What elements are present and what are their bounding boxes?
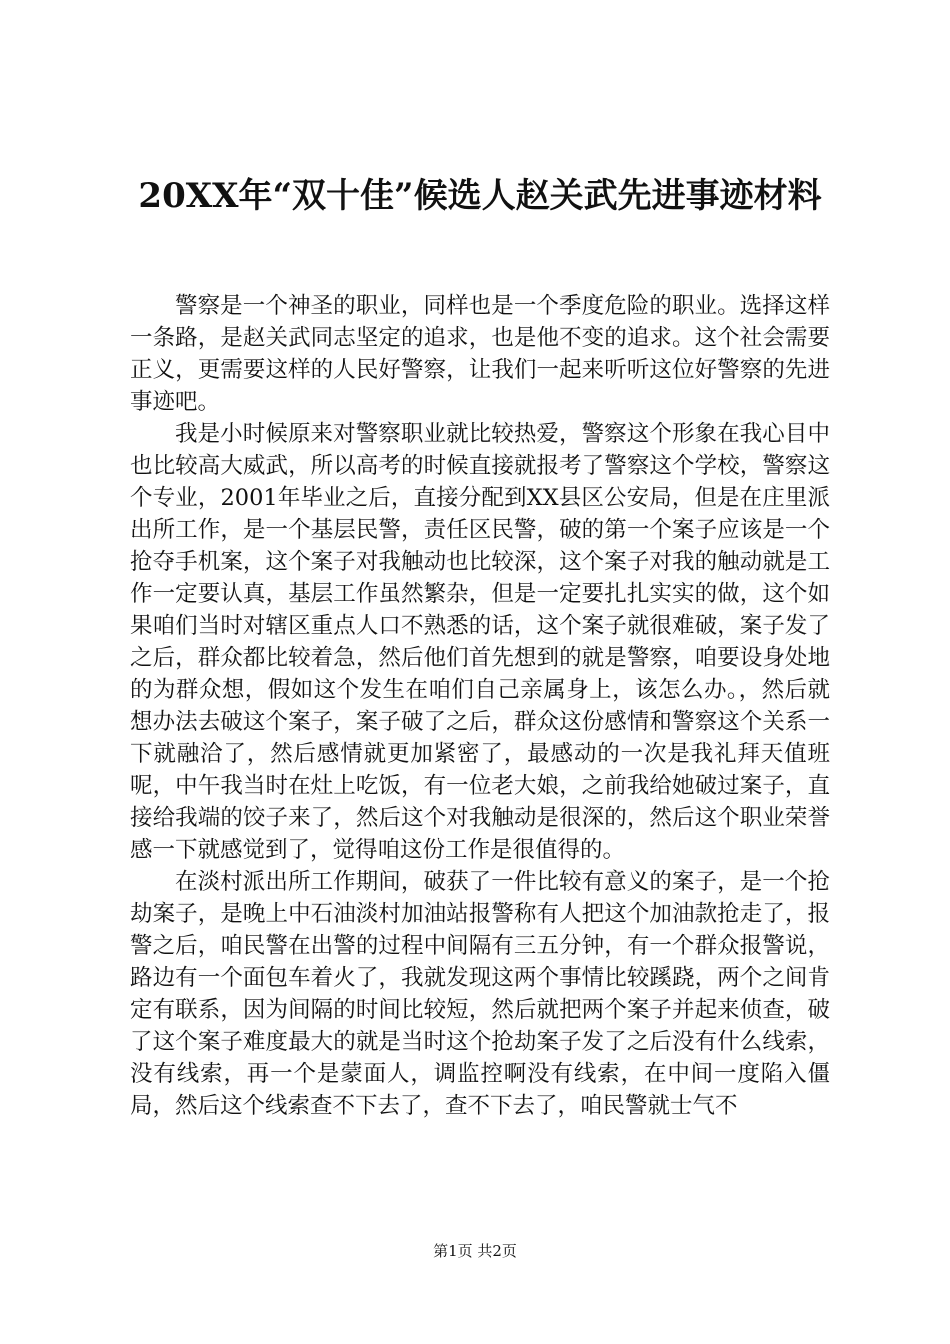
paragraph-1: 警察是一个神圣的职业，同样也是一个季度危险的职业。选择这样一条路，是赵关武同志坚定的追求，也是他不变的追求。这个社会需要正义，更需要这样的人民好警察，让我们一起来听听这位好警察的先进事迹吧。 [130, 293, 830, 415]
paragraph-3: 在淡村派出所工作期间，破获了一件比较有意义的案子，是一个抢劫案子，是晚上中石油淡村加油站报警称有人把这个加油款抢走了，报警之后，咱民警在出警的过程中间隔有三五分钟，有一个群众报警说，路边有一个面包车着火了，我就发现这两个事情比较蹊跷，两个之间肯定有联系，因为间隔的时间比较短，然后就把两个案子并起来侦查，破了这个案子难度最大的就是当时这个抢劫案子发了之后没有什么线索，没有线索，再一个是蒙面人，调监控啊没有线索，在中间一度陷入僵局，然后这个线索查不下去了，查不下去了，咱民警就士气不 [130, 869, 830, 1119]
page-number-footer: 第1页 共2页 [433, 1242, 517, 1260]
document-body [130, 290, 830, 1122]
paragraph-2: 我是小时候原来对警察职业就比较热爱，警察这个形象在我心目中也比较高大威武，所以高考的时候直接就报考了警察这个学校，警察这个专业，2001年毕业之后，直接分配到XX县区公安局，但是在庄里派出所工作，是一个基层民警，责任区民警，破的第一个案子应该是一个抢夺手机案，这个案子对我触动也比较深，这个案子对我的触动就是工作一定要认真，基层工作虽然繁杂，但是一定要扎扎实实的做，这个如果咱们当时对辖区重点人口不熟悉的话，这个案子就很难破，案子发了之后，群众都比较着急，然后他们首先想到的就是警察，咱要设身处地的为群众想，假如这个发生在咱们自己亲属身上，该怎么办。，然后就想办法去破这个案子，案子破了之后，群众这份感情和警察这个关系一下就融洽了，然后感情就更加紧密了，最感动的一次是我礼拜天值班呢，中午我当时在灶上吃饭，有一位老大娘，之前我给她破过案子，直接给我端的饺子来了，然后这个对我触动是很深的，然后这个职业荣誉感一下就感觉到了，觉得咱这份工作是很值得的。 [130, 421, 830, 863]
document-title: 20XX年“双十佳”候选人赵关武先进事迹材料 [138, 176, 822, 216]
